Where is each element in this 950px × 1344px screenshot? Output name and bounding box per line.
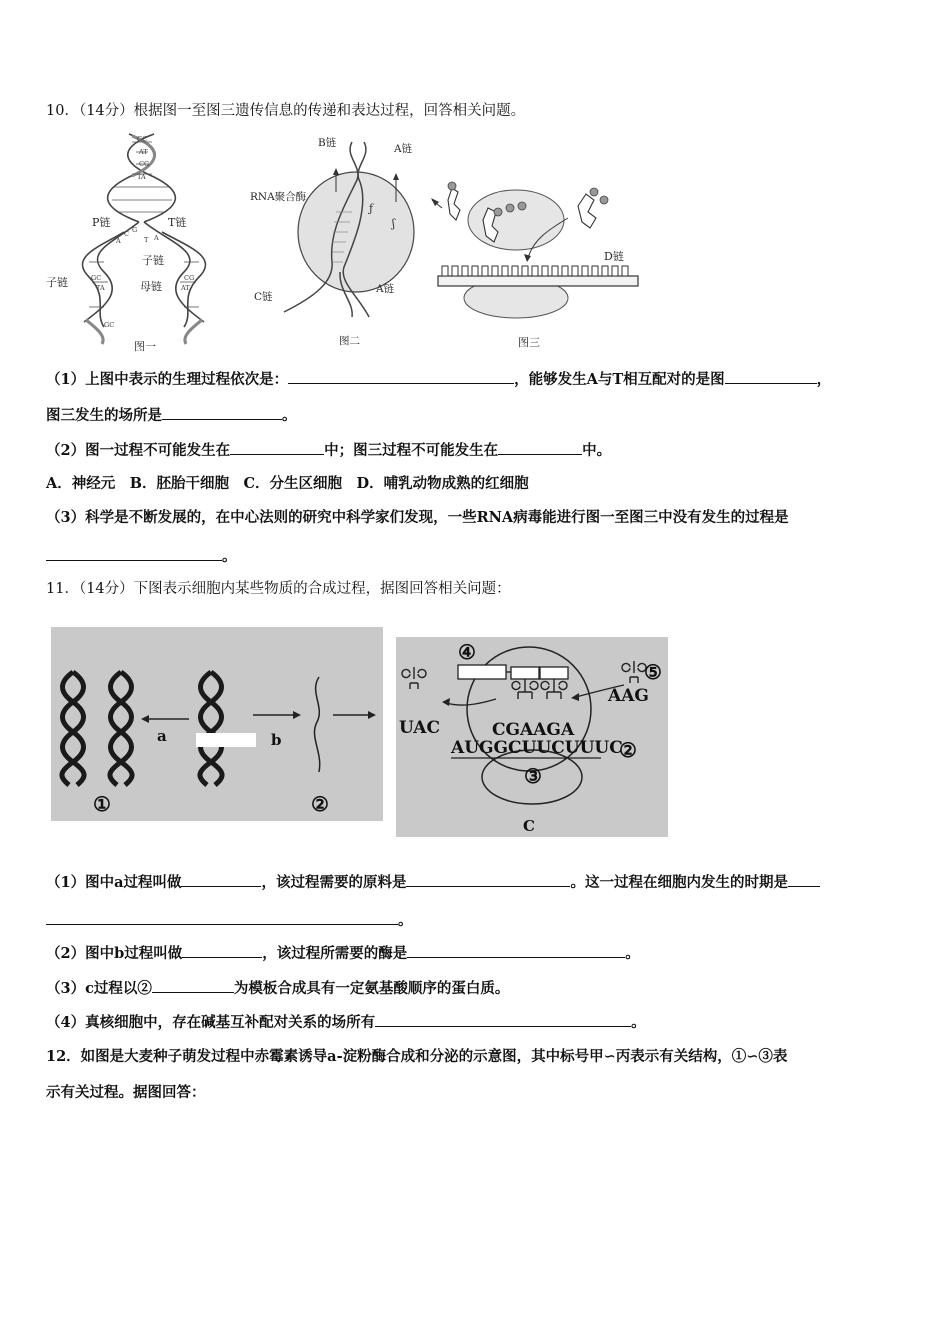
anticodon-uac: UAC — [399, 718, 441, 738]
label-4: ④ — [458, 640, 476, 664]
base-pair: CG — [184, 274, 195, 282]
a-chain-top-label: A链 — [394, 143, 413, 155]
b-chain-label: B链 — [318, 137, 337, 149]
base: A — [116, 237, 121, 245]
label-2-mrna: ② — [619, 738, 637, 762]
figure-2-transcription — [244, 132, 424, 354]
base: A — [154, 234, 159, 242]
mother-chain-label: 母链 — [140, 280, 162, 293]
process-a-label: a — [157, 727, 167, 745]
answer-blank[interactable] — [152, 978, 234, 993]
base: G — [132, 226, 138, 234]
q11-part1: （1）图中a过程叫做 ，该过程需要的原料是 。这一过程在细胞内发生的时期是 — [46, 872, 820, 893]
q12-line1: 12．如图是大麦种子萌发过程中赤霉素诱导a-淀粉酶合成和分泌的示意图，其中标号甲∽丙表示有关结构，①∽③表 — [46, 1048, 788, 1065]
answer-blank[interactable] — [46, 910, 398, 925]
figure-1-dna-replication — [44, 132, 244, 354]
answer-blank[interactable] — [46, 546, 222, 561]
process-b-label: b — [271, 731, 282, 749]
q10-part3-cont: 。 — [46, 546, 237, 567]
c-chain-label: C链 — [254, 291, 273, 303]
figure-2-caption: 图二 — [339, 335, 360, 347]
answer-blank[interactable] — [230, 440, 324, 455]
t-chain-label: T链 — [168, 216, 187, 229]
q11-header: 11．（14分）下图表示细胞内某些物质的合成过程，据图回答相关问题： — [46, 581, 511, 597]
label-c: C — [523, 817, 535, 835]
answer-blank[interactable] — [375, 1012, 631, 1027]
figure-11-right-translation — [396, 637, 668, 837]
answer-blank[interactable] — [498, 440, 582, 455]
figure-11-left — [51, 627, 383, 821]
base-pair: GC — [91, 274, 102, 282]
q10-part1: （1）上图中表示的生理过程依次是： ，能够发生A与T相互配对的是图 ， — [46, 371, 832, 388]
d-chain-label: D链 — [604, 250, 624, 263]
label-3-ribosome: ③ — [524, 764, 542, 788]
q10-options: A．神经元 B．胚胎干细胞 C．分生区细胞 D．哺乳动物成熟的红细胞 — [46, 475, 529, 492]
label-2: ② — [311, 792, 329, 816]
base: T — [144, 236, 149, 244]
a-chain-bottom-label: A链 — [376, 283, 395, 295]
q11-part4: （4）真核细胞中，存在碱基互补配对关系的场所有 。 — [46, 1014, 646, 1031]
figure-3-caption: 图三 — [518, 336, 540, 349]
figure-3-translation — [428, 180, 643, 354]
base-pair: GC — [137, 135, 148, 143]
daughter-chain-label: 子链 — [142, 254, 164, 267]
q11-part1-cont: 。 — [46, 910, 413, 931]
answer-blank[interactable] — [288, 369, 514, 384]
answer-blank[interactable] — [406, 872, 570, 887]
figure-1-caption: 图一 — [134, 340, 156, 353]
q10-header: 10．（14分）根据图一至图三遗传信息的传递和表达过程，回答相关问题。 — [46, 103, 526, 119]
q10-part1-cont: 图三发生的场所是 。 — [46, 407, 297, 424]
rna-polymerase-label: RNA聚合酶 — [250, 191, 307, 203]
mrna-sequence: AUGGCUUCUUUC — [451, 738, 623, 758]
q11-part2: （2）图中b过程叫做 ，该过程所需要的酶是 。 — [46, 945, 640, 962]
q11-part3: （3）c过程以② 为模板合成具有一定氨基酸顺序的蛋白质。 — [46, 980, 510, 997]
anticodon-aag: AAG — [608, 686, 649, 706]
p-chain-label: P链 — [92, 216, 111, 229]
base-pair: AT — [181, 284, 190, 292]
answer-blank[interactable] — [181, 872, 261, 887]
base-pair: TA — [96, 284, 105, 292]
q10-part2: （2）图一过程不可能发生在 中；图三过程不可能发生在 中。 — [46, 442, 612, 459]
daughter-chain-left-label: 子链 — [46, 276, 68, 289]
base-pair: CG — [139, 160, 150, 168]
label-5: ⑤ — [644, 660, 662, 684]
label-1: ① — [93, 792, 111, 816]
svg-text:ʃ: ʃ — [392, 217, 395, 230]
q10-part3: （3）科学是不断发展的，在中心法则的研究中科学家们发现，一些RNA病毒能进行图一至图三中没有发生的过程是 — [46, 509, 789, 526]
answer-blank[interactable] — [162, 405, 282, 420]
answer-blank[interactable] — [182, 943, 262, 958]
answer-blank[interactable] — [725, 369, 817, 384]
svg-text:ƒ: ƒ — [369, 202, 374, 215]
answer-blank[interactable] — [788, 872, 820, 887]
answer-blank[interactable] — [407, 943, 625, 958]
base: C — [124, 230, 129, 238]
q12-line2: 示有关过程。据图回答： — [46, 1084, 206, 1101]
base-pair: GC — [104, 321, 115, 329]
base-pair: AT — [139, 148, 148, 156]
anticodon-sequence: CGAAGA — [492, 720, 575, 740]
base-pair: TA — [137, 173, 146, 181]
